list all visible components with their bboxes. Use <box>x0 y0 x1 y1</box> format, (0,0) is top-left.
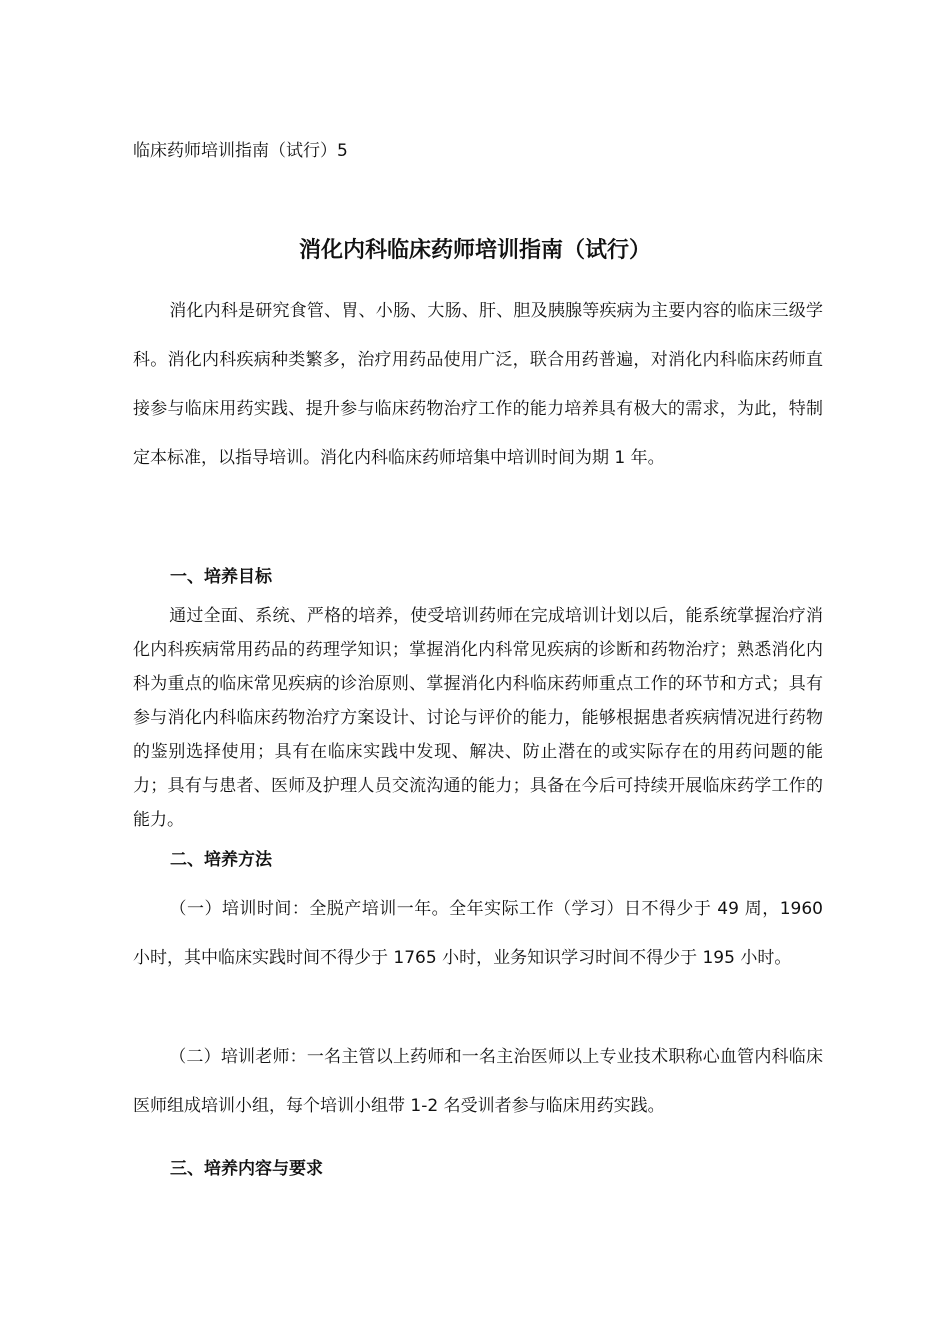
section-heading-objectives: 一、培养目标 <box>170 567 272 587</box>
section-heading-content: 三、培养内容与要求 <box>170 1159 323 1179</box>
methods-paragraph-time <box>133 885 823 983</box>
running-header: 临床药师培训指南（试行）5 <box>133 141 348 161</box>
objectives-text: 通过全面、系统、严格的培养，使受培训药师在完成培训计划以后，能系统掌握治疗消化内科疾病常用药品的药理学知识；掌握消化内科常见疾病的诊断和药物治疗；熟悉消化内科为重点的临床常见疾病的诊治原则、掌握消化内科临床药师重点工作的环节和方式；具有参与消化内科临床药物治疗方案设计、讨论与评价的能力，能够根据患者疾病情况进行药物的鉴别选择使用；具有在临床实践中发现、解决、防止潜在的或实际存在的用药问题的能力；具有与患者、医师及护理人员交流沟通的能力；具备在今后可持续开展临床药学工作的能力。 <box>133 606 823 830</box>
intro-text: 消化内科是研究食管、胃、小肠、大肠、肝、胆及胰腺等疾病为主要内容的临床三级学科。消化内科疾病种类繁多，治疗用药品使用广泛，联合用药普遍，对消化内科临床药师直接参与临床用药实践、提升参与临床药物治疗工作的能力培养具有极大的需求，为此，特制定本标准，以指导培训。消化内科临床药师培集中培训时间为期 1 年。 <box>133 301 823 468</box>
objectives-paragraph <box>133 599 823 837</box>
document-title: 消化内科临床药师培训指南（试行） <box>298 238 651 263</box>
methods-teachers-text: （二）培训老师：一名主管以上药师和一名主治医师以上专业技术职称心血管内科临床医师组成培训小组，每个培训小组带 1-2 名受训者参与临床用药实践。 <box>133 1047 823 1116</box>
methods-paragraph-teachers <box>133 1033 823 1131</box>
intro-paragraph <box>133 287 823 483</box>
section-heading-methods: 二、培养方法 <box>170 850 272 870</box>
methods-time-text: （一）培训时间：全脱产培训一年。全年实际工作（学习）日不得少于 49 周，1960 小时，其中临床实践时间不得少于 1765 小时，业务知识学习时间不得少于 195 小时。 <box>133 899 823 968</box>
